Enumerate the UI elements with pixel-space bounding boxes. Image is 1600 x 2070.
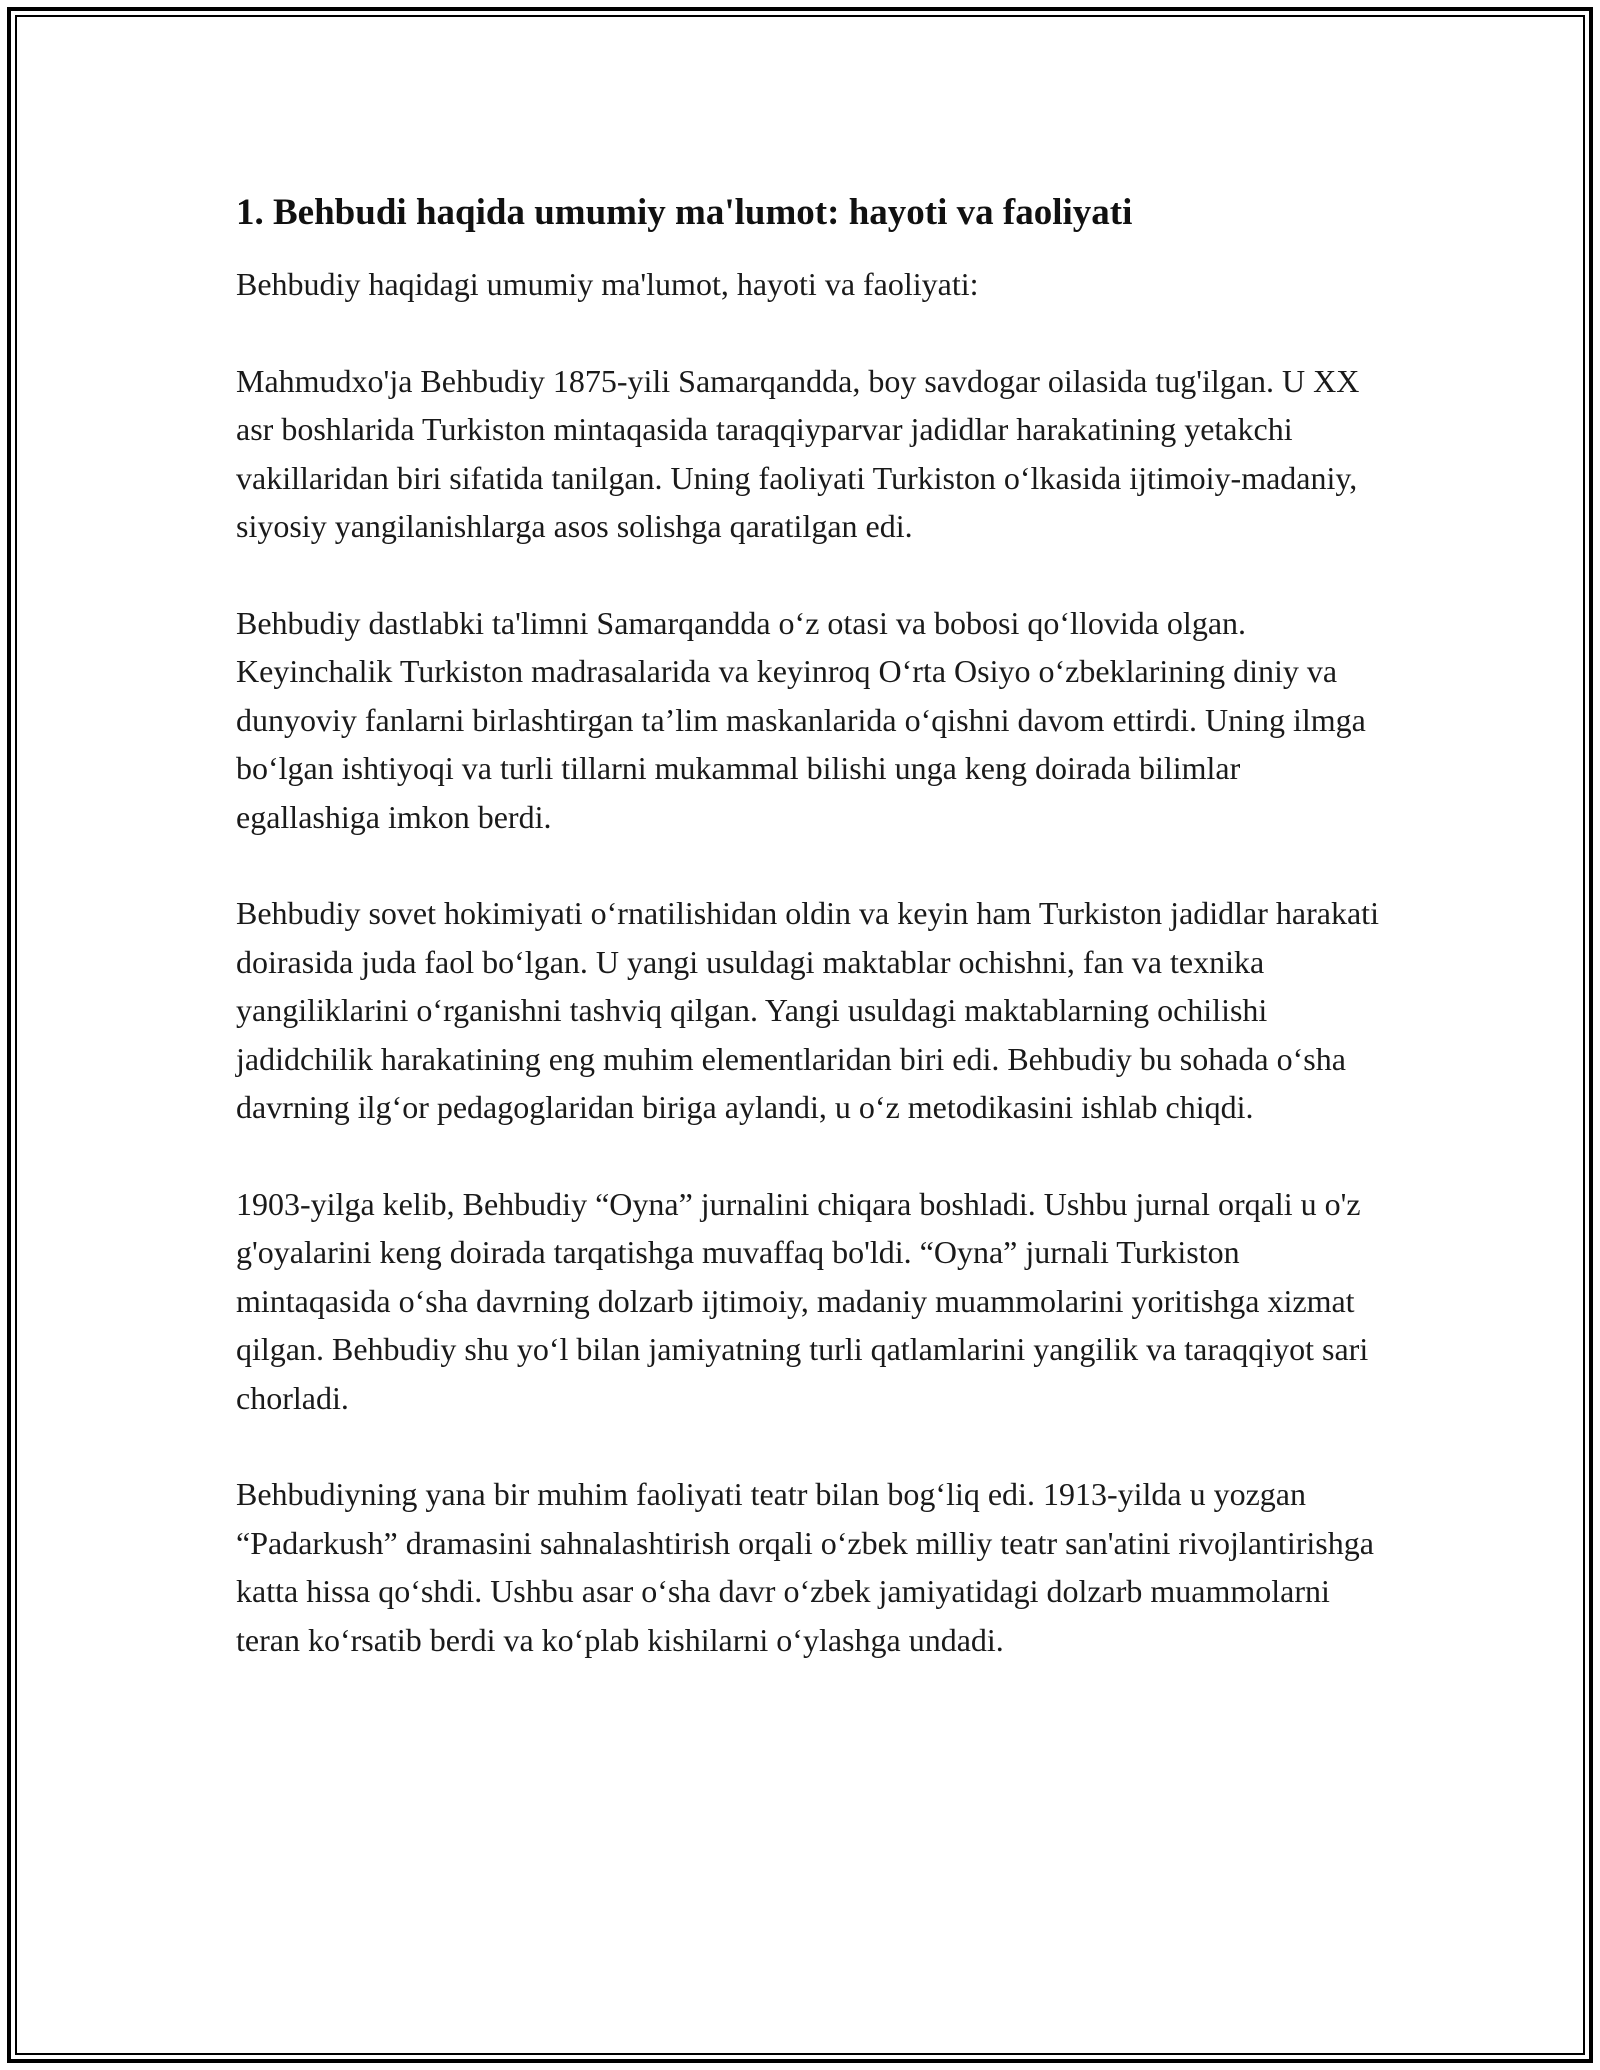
- paragraph-birth: Mahmudxo'ja Behbudiy 1875-yili Samarqandda, boy savdogar oilasida tug'ilgan. U XX asr boshlarida Turkiston mintaqasida taraqqiyparvar jadidlar harakatining yetakchi vakillaridan biri sifatida tanilgan. Uning faoliyati Turkiston o‘lkasida ijtimoiy-madaniy, siyosiy yangilanishlarga asos solishga qaratilgan edi.: [236, 362, 1360, 544]
- intro-paragraph: Behbudiy haqidagi umumiy ma'lumot, hayoti va faoliyati:: [236, 266, 979, 302]
- document-body: [236, 188, 1386, 1712]
- paragraph-education: Behbudiy dastlabki ta'limni Samarqandda o‘z otasi va bobosi qo‘llovida olgan. Keyinchalik Turkiston madrasalarida va keyinroq O‘rta Osiyo o‘zbeklarining diniy va dunyoviy fanlarni birlashtirgan ta’lim maskanlarida o‘qishni davom ettirdi. Uning ilmga bo‘lgan ishtiyoqi va turli tillarni mukammal bilishi unga keng doirada bilimlar egallashiga imkon berdi.: [236, 604, 1366, 835]
- paragraph-theatre: Behbudiyning yana bir muhim faoliyati teatr bilan bog‘liq edi. 1913-yilda u yozgan “Padarkush” dramasini sahnalashtirish orqali o‘zbek milliy teatr san'atini rivojlantirishga katta hissa qo‘shdi. Ushbu asar o‘sha davr o‘zbek jamiyatidagi dolzarb muammolarni teran ko‘rsatib berdi va ko‘plab kishilarni o‘ylashga undadi.: [236, 1476, 1374, 1658]
- paragraph-jadid-activity: Behbudiy sovet hokimiyati o‘rnatilishidan oldin va keyin ham Turkiston jadidlar harakati doirasida juda faol bo‘lgan. U yangi usuldagi maktablar ochishni, fan va texnika yangiliklarini o‘rganishni tashviq qilgan. Yangi usuldagi maktablarning ochilishi jadidchilik harakatining eng muhim elementlaridan biri edi. Behbudiy bu sohada o‘sha davrning ilg‘or pedagoglaridan biriga aylandi, u o‘z metodikasini ishlab chiqdi.: [236, 895, 1379, 1125]
- section-heading: 1. Behbudi haqida umumiy ma'lumot: hayoti va faoliyati: [236, 192, 1133, 233]
- paragraph-oyna-journal: 1903-yilga kelib, Behbudiy “Oyna” jurnalini chiqara boshladi. Ushbu jurnal orqali u o'z g'oyalarini keng doirada tarqatishga muvaffaq bo'ldi. “Oyna” jurnali Turkiston mintaqasida o‘sha davrning dolzarb ijtimoiy, madaniy muammolarini yoritishga xizmat qilgan. Behbudiy shu yo‘l bilan jamiyatning turli qatlamlarini yangilik va taraqqiyot sari chorladi.: [236, 1185, 1369, 1416]
